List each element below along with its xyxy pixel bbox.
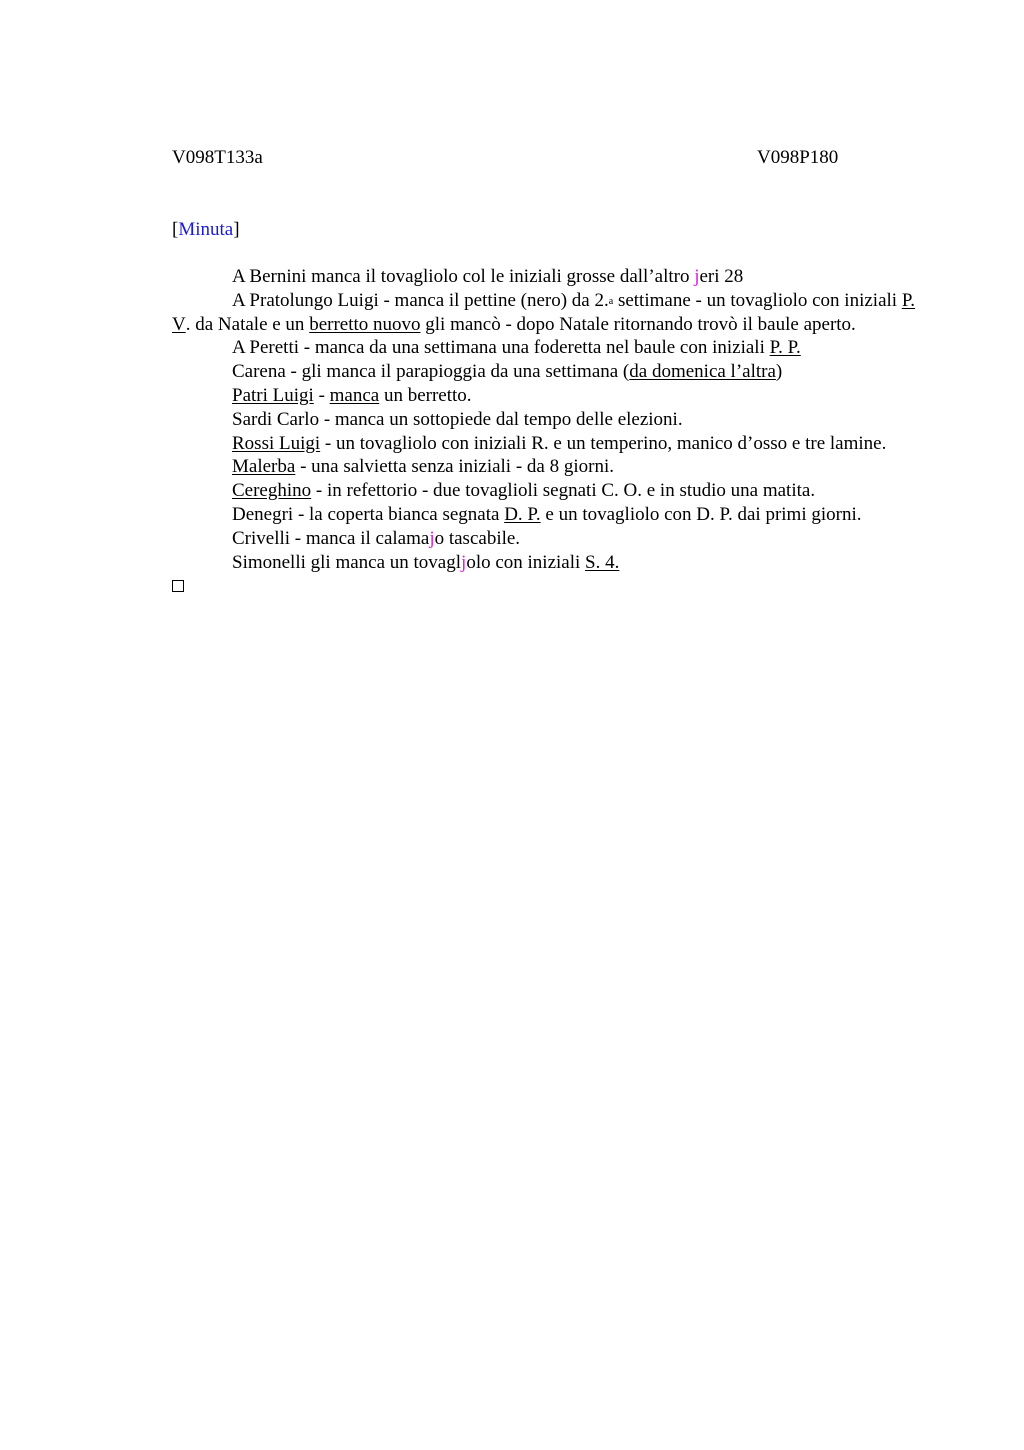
entry-patri xyxy=(172,384,924,408)
underlined-text: Rossi Luigi xyxy=(232,432,321,454)
entry-text: A Peretti - manca da una settimana una foderetta nel baule con iniziali xyxy=(232,337,770,359)
entry-text: settimane - un tovagliolo con iniziali xyxy=(613,289,902,311)
underlined-text: D. P. xyxy=(504,503,541,525)
entry-text: olo con iniziali xyxy=(466,551,586,573)
entry-text: A Pratolungo Luigi - manca il pettine (nero) da 2. xyxy=(232,289,609,311)
underlined-text: P. P. xyxy=(769,337,801,359)
entry-text: ) xyxy=(775,361,783,383)
underlined-text: manca xyxy=(329,384,380,406)
entry-text: Simonelli gli manca un tovagl xyxy=(232,551,462,573)
entry-text: - un tovagliolo con iniziali R. e un temperino, manico d’osso e tre lamine. xyxy=(320,432,887,454)
document-body xyxy=(172,265,924,599)
entry-simonelli xyxy=(172,551,924,575)
document-reference-right: V098P180 xyxy=(757,147,839,168)
superscript: a xyxy=(608,295,614,307)
entry-text: e un tovagliolo con D. P. dai primi giorni. xyxy=(540,503,862,525)
editorial-insertion: j xyxy=(429,527,435,549)
entry-crivelli xyxy=(172,527,924,551)
heading-open-bracket: [ xyxy=(172,219,179,240)
editorial-insertion: j xyxy=(694,266,700,287)
end-marker-box-icon xyxy=(172,574,924,599)
entry-text: Crivelli - manca il calama xyxy=(232,527,430,549)
underlined-text: berretto nuovo xyxy=(309,313,421,335)
entry-sardi xyxy=(172,408,924,432)
entry-malerba xyxy=(172,455,924,479)
entry-text: gli mancò - dopo Natale ritornando trovò il baule aperto. xyxy=(420,313,856,335)
entry-cereghino xyxy=(172,479,924,503)
entry-text: - una salvietta senza iniziali - da 8 giorni. xyxy=(295,456,614,478)
underlined-text: Patri Luigi xyxy=(232,384,314,406)
entry-rossi xyxy=(172,432,924,456)
entry-text: Denegri - la coperta bianca segnata xyxy=(232,503,505,525)
underlined-text: P. V xyxy=(172,289,916,335)
entry-denegri xyxy=(172,503,924,527)
heading-close-bracket: ] xyxy=(233,219,240,240)
entry-pratolungo xyxy=(172,289,924,337)
underlined-text: da domenica l’altra xyxy=(629,361,776,383)
section-heading xyxy=(172,218,240,242)
entry-text: - xyxy=(313,384,330,406)
document-reference-left: V098T133a xyxy=(172,147,263,168)
entry-carena xyxy=(172,360,924,384)
entry-text: Sardi Carlo - manca un sottopiede dal tempo delle elezioni. xyxy=(232,408,683,430)
underlined-text: Cereghino xyxy=(232,480,312,502)
entry-peretti xyxy=(172,336,924,360)
entry-text: eri 28 xyxy=(699,266,744,287)
underlined-text: S. 4. xyxy=(585,551,620,573)
entry-text: o tascabile. xyxy=(434,527,521,549)
entry-text: un berretto. xyxy=(379,384,472,406)
entry-text: - in refettorio - due tovaglioli segnati C. O. e in studio una matita. xyxy=(311,480,816,502)
entry-text: . da Natale e un xyxy=(185,313,310,335)
underlined-text: Malerba xyxy=(232,456,296,478)
entry-text: A Bernini manca il tovagliolo col le iniziali grosse dall’altro xyxy=(232,266,695,287)
heading-label: Minuta xyxy=(178,219,234,240)
entry-text: Carena - gli manca il parapioggia da una settimana ( xyxy=(232,361,630,383)
editorial-insertion: j xyxy=(461,551,467,573)
entry-bernini xyxy=(172,265,924,289)
